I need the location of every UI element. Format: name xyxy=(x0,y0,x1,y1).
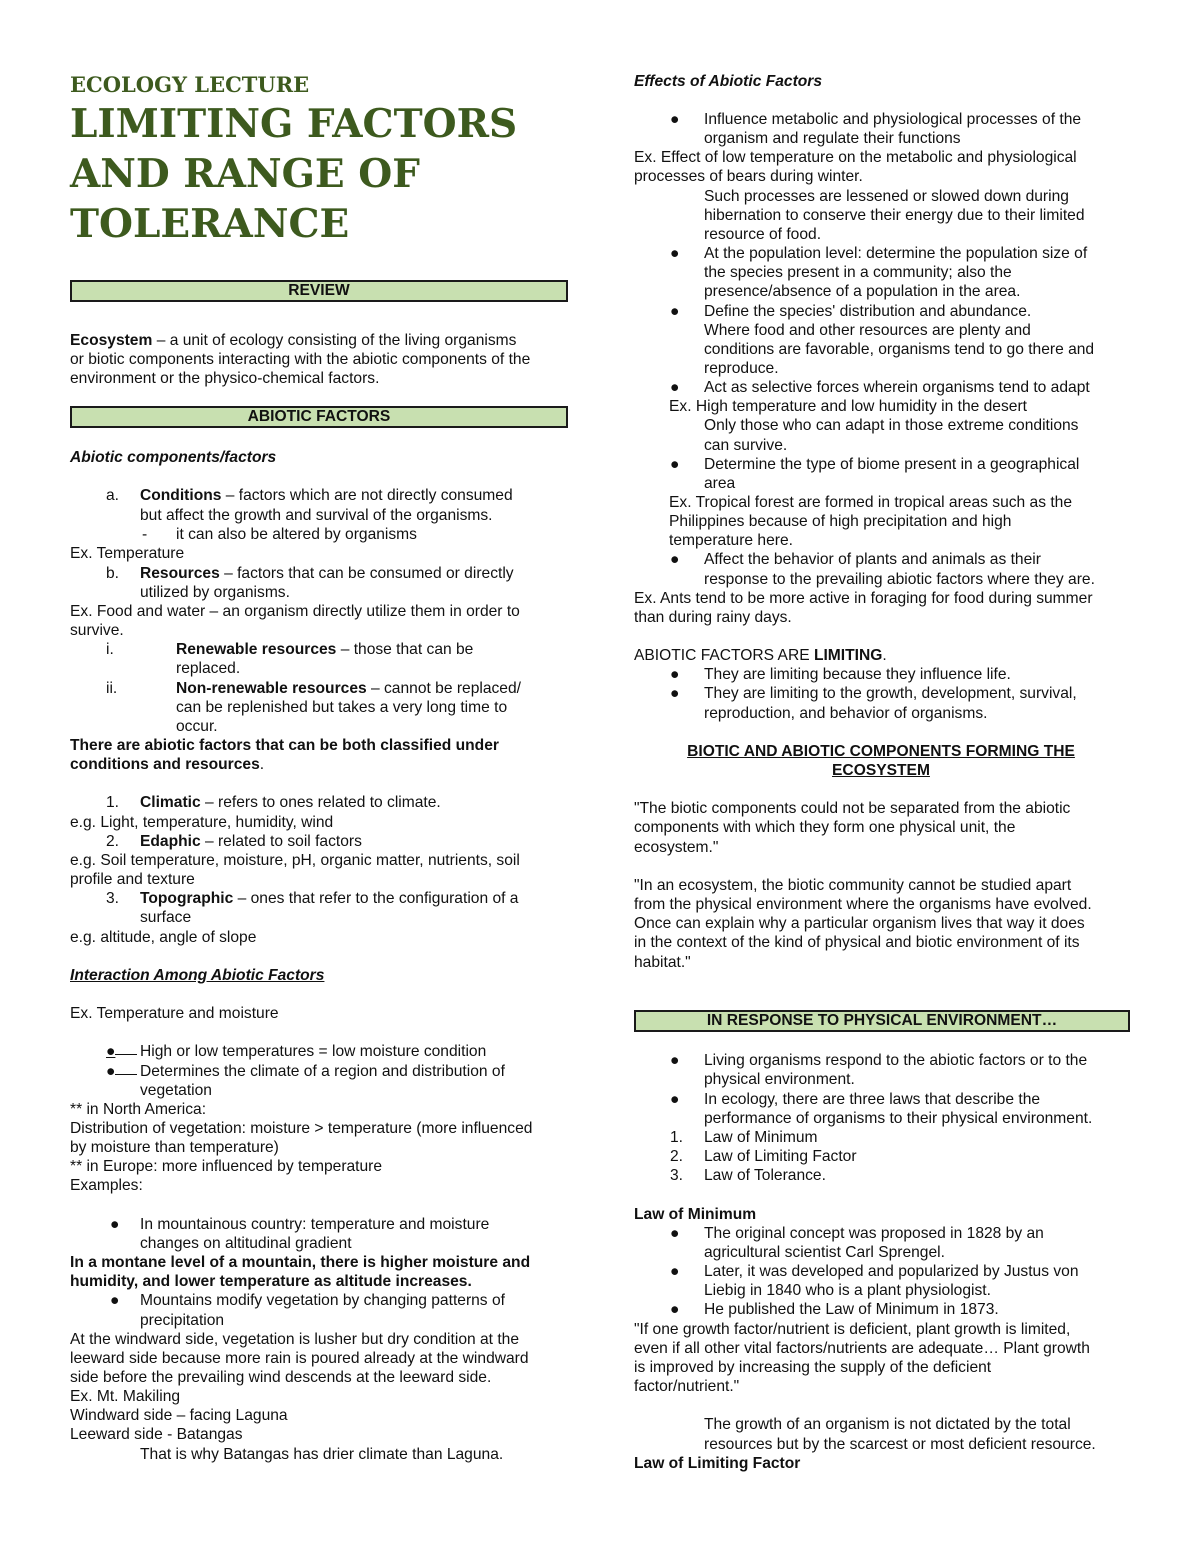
list-marker-b: b. xyxy=(106,565,120,582)
law-list-marker-3: 3. xyxy=(670,1167,684,1184)
limiting-end: . xyxy=(882,647,887,664)
law-list-item-1: Law of Minimum xyxy=(704,1129,818,1146)
effect-6-line-1: Affect the behavior of plants and animals as their xyxy=(704,551,1041,568)
response-banner: IN RESPONSE TO PHYSICAL ENVIRONMENT… xyxy=(634,1010,1130,1032)
quote-1-line-2: components with which they form one physical unit, the xyxy=(634,819,1016,836)
renewable-line-2: replaced. xyxy=(176,660,241,677)
minimum-1-line-2: agricultural scientist Carl Sprengel. xyxy=(704,1244,945,1261)
edaphic-term: Edaphic xyxy=(140,833,201,850)
growth-line-2: resources but by the scarcest or most deficient resource. xyxy=(704,1436,1096,1453)
bullet-icon: ● xyxy=(670,1091,680,1108)
effect-1-note-line-1: Such processes are lessened or slowed down during xyxy=(704,188,1069,205)
leeward-side: Leeward side - Batangas xyxy=(70,1426,243,1443)
effect-4-line-1: Act as selective forces wherein organisms tend to adapt xyxy=(704,379,1090,396)
ecosystem-text: – a unit of ecology consisting of the living organisms xyxy=(152,332,517,349)
resources-term: Resources xyxy=(140,565,220,582)
law-of-limiting-factor-heading: Law of Limiting Factor xyxy=(634,1455,801,1472)
lecture-kicker: ECOLOGY LECTURE xyxy=(70,72,310,97)
windward-side: Windward side – facing Laguna xyxy=(70,1407,288,1424)
effect-5-line-2: area xyxy=(704,475,736,492)
windward-line-1: At the windward side, vegetation is lusher but dry condition at the xyxy=(70,1331,520,1348)
response-2-line-1: In ecology, there are three laws that describe the xyxy=(704,1091,1041,1108)
title-line-3: TOLERANCE xyxy=(70,201,350,247)
effect-5-ex-line-3: temperature here. xyxy=(669,532,793,549)
quote-2-line-4: in the context of the kind of physical and biotic environment of its xyxy=(634,934,1080,951)
montane-line-1: In a montane level of a mountain, there is higher moisture and xyxy=(70,1254,531,1271)
response-1-line-1: Living organisms respond to the abiotic factors or to the xyxy=(704,1052,1088,1069)
effect-1-ex-line-1: Ex. Effect of low temperature on the metabolic and physiological xyxy=(634,149,1077,166)
nonrenewable-item xyxy=(176,679,521,698)
quote-2-line-3: Once can explain why a particular organism lives that way it does xyxy=(634,915,1085,932)
minimum-quote-line-4: factor/nutrient." xyxy=(634,1378,740,1395)
list-marker-3: 3. xyxy=(106,890,120,907)
both-classified-line-2 xyxy=(70,755,264,774)
renewable-text: – those that can be xyxy=(336,641,474,658)
quote-2-line-5: habitat." xyxy=(634,954,691,971)
topographic-line-2: surface xyxy=(140,909,192,926)
response-2-line-2: performance of organisms to their physical environment. xyxy=(704,1110,1093,1127)
conditions-text: – factors which are not directly consumed xyxy=(221,487,513,504)
renewable-term: Renewable resources xyxy=(176,641,337,658)
interaction-heading: Interaction Among Abiotic Factors xyxy=(70,967,325,984)
effect-6-ex-line-1: Ex. Ants tend to be more active in foraging for food during summer xyxy=(634,590,1093,607)
ex-temp-moisture: Ex. Temperature and moisture xyxy=(70,1005,279,1022)
windward-line-3: side before the prevailing wind descends at the leeward side. xyxy=(70,1369,492,1386)
quote-1-line-1: "The biotic components could not be separated from the abiotic xyxy=(634,800,1071,817)
bullet-dot xyxy=(106,1062,137,1081)
effect-2-line-3: presence/absence of a population in the area. xyxy=(704,283,1021,300)
effect-6-line-2: response to the prevailing abiotic factors where they are. xyxy=(704,571,1095,588)
bullet-dot xyxy=(106,1042,137,1061)
topographic-term: Topographic xyxy=(140,890,234,907)
review-banner: REVIEW xyxy=(70,280,568,302)
modify-line-2: precipitation xyxy=(140,1312,225,1329)
law-list-item-2: Law of Limiting Factor xyxy=(704,1148,857,1165)
both-classified-bold: conditions and resources xyxy=(70,756,260,773)
ecosystem-term: Ecosystem xyxy=(70,332,153,349)
list-marker-1: 1. xyxy=(106,794,120,811)
law-list-marker-1: 1. xyxy=(670,1129,684,1146)
effect-4-note-line-1: Only those who can adapt in those extreme conditions xyxy=(704,417,1079,434)
modify-line-1: Mountains modify vegetation by changing patterns of xyxy=(140,1292,505,1309)
bullet-icon: ● xyxy=(670,379,680,396)
effect-3-line-2: Where food and other resources are plenty and xyxy=(704,322,1031,339)
list-marker-i: i. xyxy=(106,641,114,658)
bullet-icon: ● xyxy=(110,1216,120,1233)
biotic-heading-line-1: BIOTIC AND ABIOTIC COMPONENTS FORMING THE xyxy=(687,743,1075,760)
bullet-icon: ● xyxy=(670,666,680,683)
list-marker-a: a. xyxy=(106,487,120,504)
bullet-icon: ● xyxy=(670,1301,680,1318)
quote-2-line-1: "In an ecosystem, the biotic community cannot be studied apart xyxy=(634,877,1072,894)
conditions-term: Conditions xyxy=(140,487,222,504)
effect-2-line-1: At the population level: determine the population size of xyxy=(704,245,1088,262)
minimum-quote-line-2: even if all other vital factors/nutrients are adequate… Plant growth xyxy=(634,1340,1090,1357)
europe-line: ** in Europe: more influenced by temperature xyxy=(70,1158,383,1175)
climatic-example: e.g. Light, temperature, humidity, wind xyxy=(70,814,334,831)
north-america-line-1: ** in North America: xyxy=(70,1101,207,1118)
bullet-icon: ● xyxy=(670,1263,680,1280)
list-marker-2: 2. xyxy=(106,833,120,850)
bullet-icon: ● xyxy=(670,685,680,702)
ex-food-line-1: Ex. Food and water – an organism directly utilize them in order to xyxy=(70,603,520,620)
effect-1-note-line-3: resource of food. xyxy=(704,226,822,243)
effect-5-ex-line-1: Ex. Tropical forest are formed in tropical areas such as the xyxy=(669,494,1073,511)
limiting-prefix: ABIOTIC FACTORS ARE xyxy=(634,647,814,664)
bullet-icon: ● xyxy=(670,303,680,320)
conditions-item xyxy=(140,486,513,505)
ecosystem-line-3: environment or the physico-chemical factors. xyxy=(70,370,380,387)
climatic-text: – refers to ones related to climate. xyxy=(200,794,441,811)
examples-label: Examples: xyxy=(70,1177,143,1194)
minimum-quote-line-3: is improved by increasing the supply of the deficient xyxy=(634,1359,992,1376)
ex-food-line-2: survive. xyxy=(70,622,124,639)
climatic-item xyxy=(140,793,441,812)
nonrenewable-term: Non-renewable resources xyxy=(176,680,367,697)
abiotic-factors-banner: ABIOTIC FACTORS xyxy=(70,406,568,428)
conditions-dash: - xyxy=(142,526,148,543)
effect-1-line-1: Influence metabolic and physiological processes of the xyxy=(704,111,1082,128)
climate-line-2: vegetation xyxy=(140,1082,212,1099)
abiotic-components-heading: Abiotic components/factors xyxy=(70,449,277,466)
edaphic-text: – related to soil factors xyxy=(200,833,362,850)
high-low-temp: High or low temperatures = low moisture condition xyxy=(140,1043,487,1060)
limiting-1: They are limiting because they influence life. xyxy=(704,666,1011,683)
minimum-1-line-1: The original concept was proposed in 1828 by an xyxy=(704,1225,1044,1242)
climatic-term: Climatic xyxy=(140,794,201,811)
law-list-item-3: Law of Tolerance. xyxy=(704,1167,826,1184)
title-line-2: AND RANGE OF xyxy=(70,151,420,197)
mountain-line-1: In mountainous country: temperature and moisture xyxy=(140,1216,490,1233)
both-classified-end: . xyxy=(259,756,265,773)
minimum-2-line-1: Later, it was developed and popularized by Justus von xyxy=(704,1263,1079,1280)
edaphic-item xyxy=(140,832,362,851)
effect-3-line-3: conditions are favorable, organisms tend to go there and xyxy=(704,341,1095,358)
effect-4-example: Ex. High temperature and low humidity in the desert xyxy=(669,398,1027,415)
effect-2-line-2: the species present in a community; also the xyxy=(704,264,1012,281)
effect-1-note-line-2: hibernation to conserve their energy due to their limited xyxy=(704,207,1085,224)
limiting-2-line-2: reproduction, and behavior of organisms. xyxy=(704,705,988,722)
conditions-line-2: but affect the growth and survival of the organisms. xyxy=(140,507,493,524)
ecosystem-line-2: or biotic components interacting with the abiotic components of the xyxy=(70,351,531,368)
limiting-statement xyxy=(634,646,887,665)
minimum-quote-line-1: "If one growth factor/nutrient is deficient, plant growth is limited, xyxy=(634,1321,1071,1338)
bullet-icon: ● xyxy=(670,245,680,262)
minimum-2-line-2: Liebig in 1840 who is a plant physiologist. xyxy=(704,1282,991,1299)
law-of-minimum-heading: Law of Minimum xyxy=(634,1206,757,1223)
limiting-2-line-1: They are limiting to the growth, development, survival, xyxy=(704,685,1077,702)
resources-line-2: utilized by organisms. xyxy=(140,584,290,601)
law-list-marker-2: 2. xyxy=(670,1148,684,1165)
effect-5-ex-line-2: Philippines because of high precipitation and high xyxy=(669,513,1012,530)
topographic-example: e.g. altitude, angle of slope xyxy=(70,929,257,946)
bullet-icon: ● xyxy=(106,1063,116,1080)
growth-line-1: The growth of an organism is not dictated by the total xyxy=(704,1416,1071,1433)
edaphic-example-line-2: profile and texture xyxy=(70,871,195,888)
effect-4-note-line-2: can survive. xyxy=(704,437,788,454)
edaphic-example-line-1: e.g. Soil temperature, moisture, pH, organic matter, nutrients, soil xyxy=(70,852,520,869)
bullet-icon: ● xyxy=(110,1292,120,1309)
ecosystem-definition xyxy=(70,331,516,350)
windward-line-2: leeward side because more rain is poured already at the windward xyxy=(70,1350,529,1367)
title-line-1: LIMITING FACTORS xyxy=(70,101,518,147)
minimum-3: He published the Law of Minimum in 1873. xyxy=(704,1301,999,1318)
conditions-line-3: it can also be altered by organisms xyxy=(176,526,417,543)
climate-line-1: Determines the climate of a region and distribution of xyxy=(140,1063,505,1080)
effect-6-ex-line-2: than during rainy days. xyxy=(634,609,792,626)
north-america-line-3: by moisture than temperature) xyxy=(70,1139,279,1156)
resources-item xyxy=(140,564,514,583)
biotic-heading-line-2: ECOSYSTEM xyxy=(832,762,930,779)
north-america-line-2: Distribution of vegetation: moisture > temperature (more influenced xyxy=(70,1120,533,1137)
list-marker-ii: ii. xyxy=(106,680,118,697)
topographic-text: – ones that refer to the configuration of a xyxy=(233,890,519,907)
response-1-line-2: physical environment. xyxy=(704,1071,855,1088)
quote-1-line-3: ecosystem." xyxy=(634,839,719,856)
nonrenewable-line-2: can be replenished but takes a very long time to xyxy=(176,699,508,716)
makiling-example: Ex. Mt. Makiling xyxy=(70,1388,181,1405)
bullet-icon: ● xyxy=(670,1052,680,1069)
effect-1-line-2: organism and regulate their functions xyxy=(704,130,961,147)
montane-line-2: humidity, and lower temperature as altitude increases. xyxy=(70,1273,472,1290)
topographic-item xyxy=(140,889,518,908)
bullet-icon: ● xyxy=(670,456,680,473)
mountain-line-2: changes on altitudinal gradient xyxy=(140,1235,352,1252)
nonrenewable-text: – cannot be replaced/ xyxy=(366,680,521,697)
nonrenewable-line-3: occur. xyxy=(176,718,218,735)
both-classified-line-1: There are abiotic factors that can be both classified under xyxy=(70,737,499,754)
effect-3-line-1: Define the species' distribution and abundance. xyxy=(704,303,1032,320)
drier-climate: That is why Batangas has drier climate than Laguna. xyxy=(140,1446,504,1463)
bullet-icon: ● xyxy=(106,1043,116,1060)
effect-5-line-1: Determine the type of biome present in a geographical xyxy=(704,456,1080,473)
quote-2-line-2: from the physical environment where the organisms have evolved. xyxy=(634,896,1092,913)
effect-1-ex-line-2: processes of bears during winter. xyxy=(634,168,863,185)
resources-text: – factors that can be consumed or directly xyxy=(219,565,514,582)
limiting-bold: LIMITING xyxy=(813,647,883,664)
renewable-item xyxy=(176,640,473,659)
bullet-icon: ● xyxy=(670,1225,680,1242)
bullet-icon: ● xyxy=(670,111,680,128)
effect-3-line-4: reproduce. xyxy=(704,360,779,377)
ex-temperature: Ex. Temperature xyxy=(70,545,185,562)
bullet-icon: ● xyxy=(670,551,680,568)
effects-heading: Effects of Abiotic Factors xyxy=(634,73,823,90)
